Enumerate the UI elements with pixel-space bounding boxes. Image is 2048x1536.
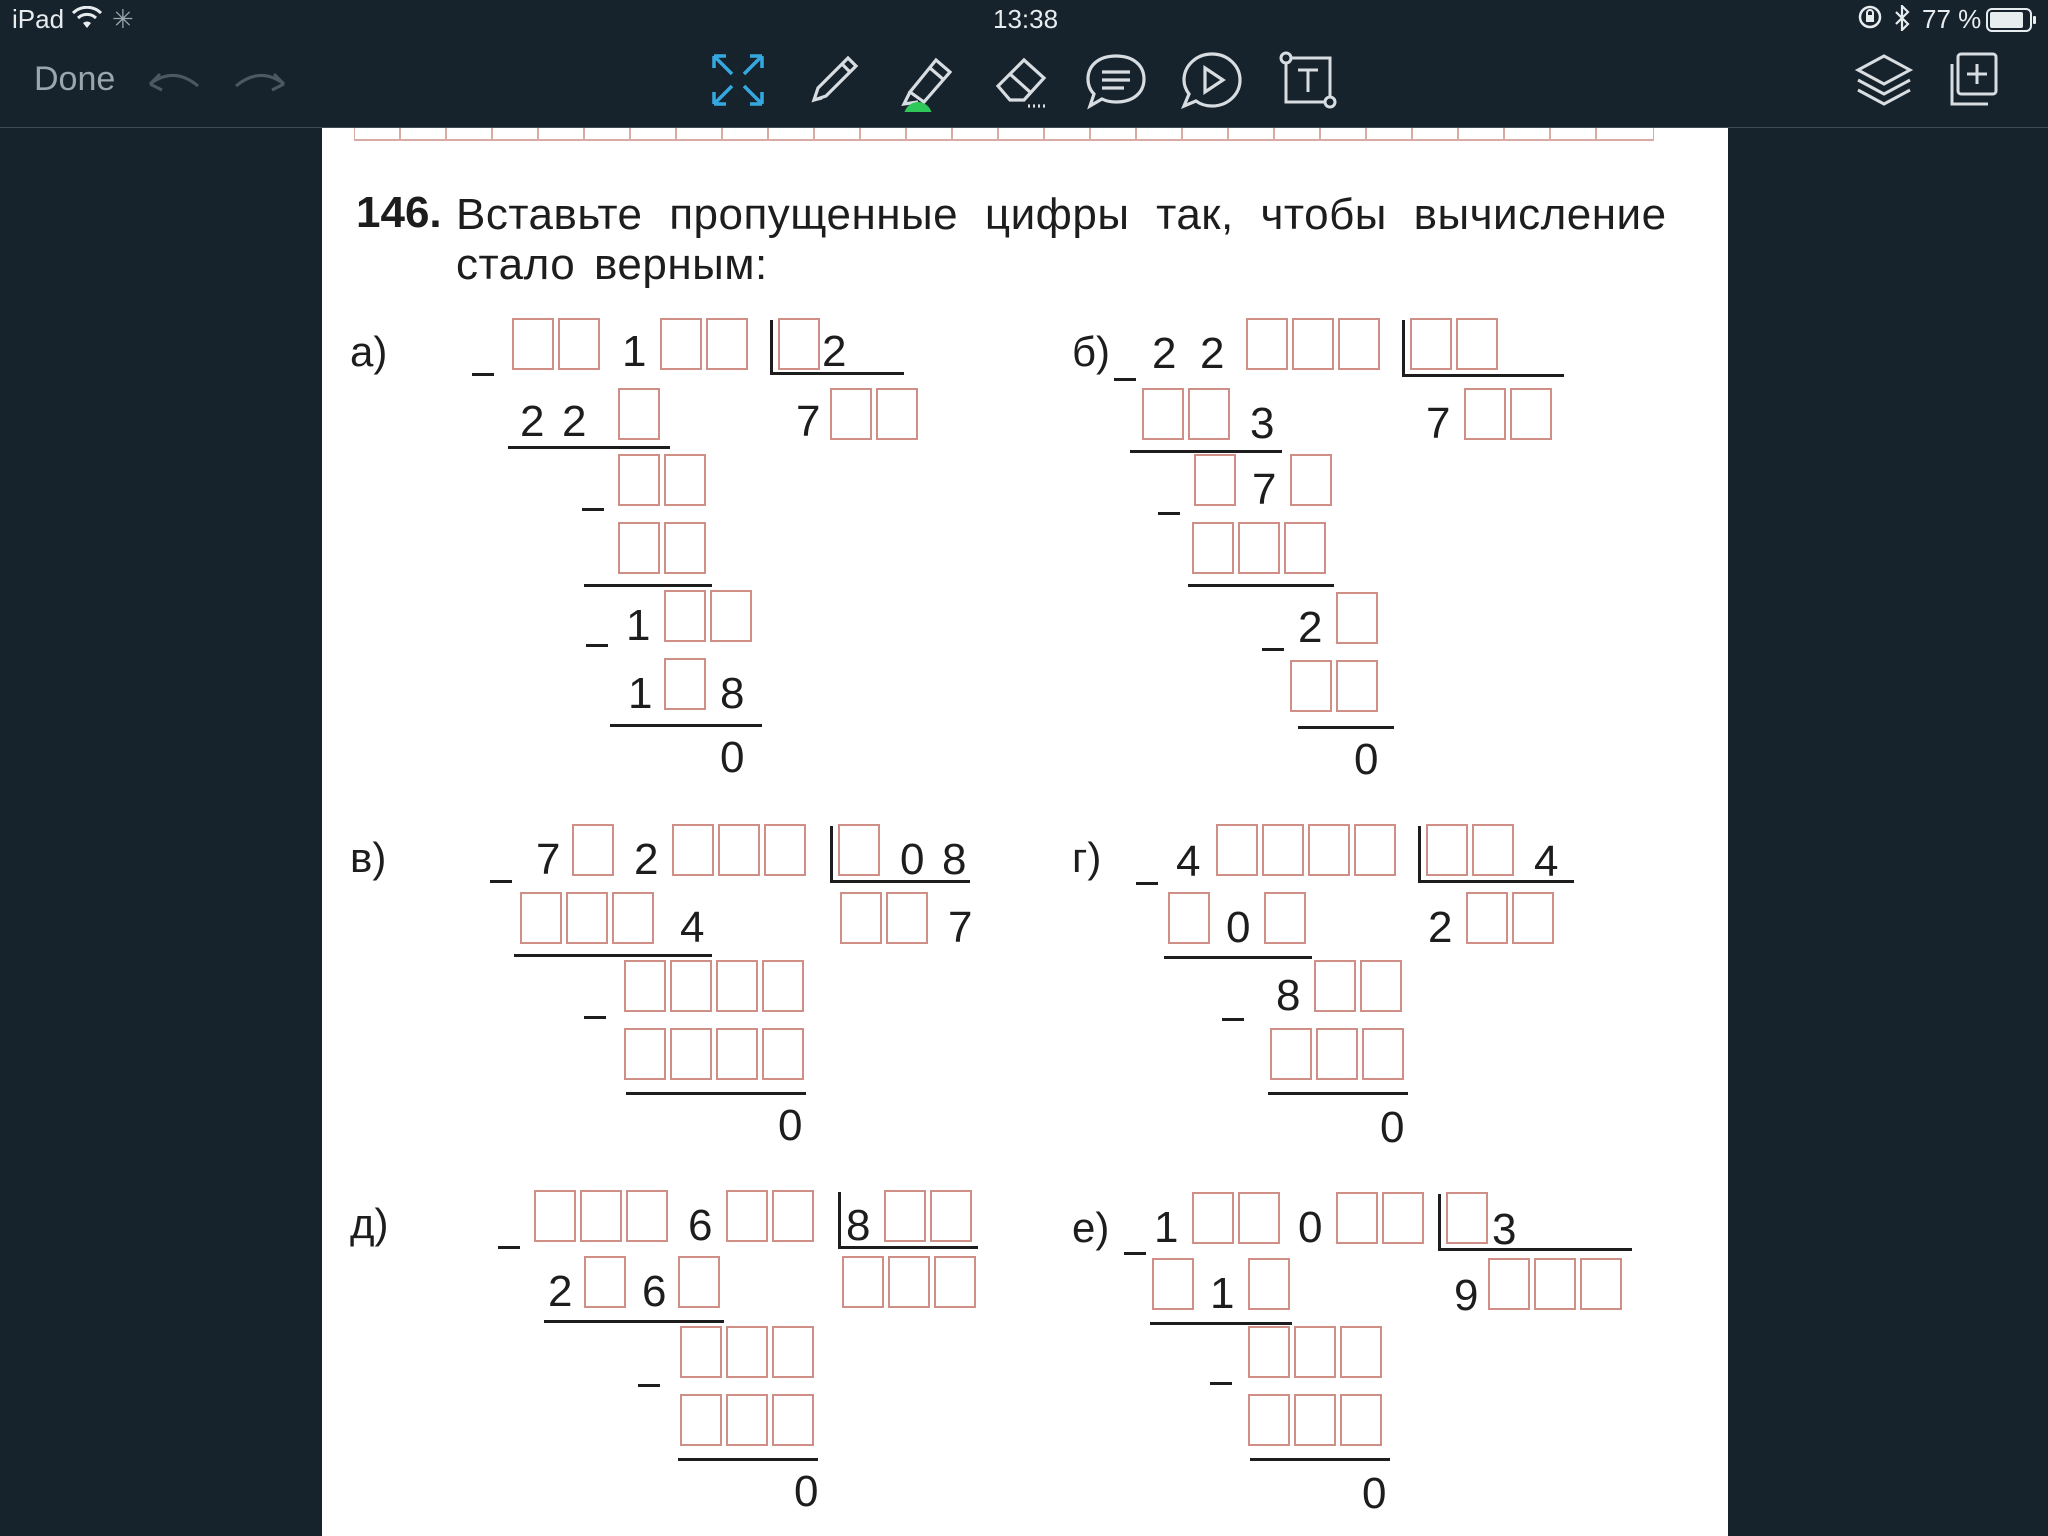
- grid-paper-strip: [354, 128, 1654, 142]
- given-digit: 4: [1534, 837, 1559, 886]
- digit-box[interactable]: [1142, 388, 1184, 440]
- given-digit: 7: [1252, 465, 1277, 514]
- digit-box[interactable]: [624, 960, 666, 1012]
- digit-box[interactable]: [1338, 318, 1380, 370]
- underline: [544, 1320, 724, 1323]
- given-digit: 4: [1176, 837, 1201, 886]
- digit-box[interactable]: [1512, 892, 1554, 944]
- digit-box[interactable]: [558, 318, 600, 370]
- digit-box[interactable]: [1382, 1192, 1424, 1244]
- bluetooth-icon: [1894, 5, 1910, 38]
- digit-box[interactable]: [534, 1190, 576, 1242]
- activity-spinner-icon: ✳: [112, 4, 134, 34]
- division-bracket: [1418, 826, 1421, 882]
- remainder: 0: [1380, 1103, 1405, 1152]
- digit-box[interactable]: [1294, 1394, 1336, 1446]
- digit-box[interactable]: [934, 1256, 976, 1308]
- minus-sign: [472, 373, 494, 376]
- digit-box[interactable]: [1246, 318, 1288, 370]
- digit-box[interactable]: [762, 960, 804, 1012]
- underline: [678, 1458, 818, 1461]
- digit-box[interactable]: [1294, 1326, 1336, 1378]
- division-bracket: [1402, 320, 1405, 376]
- digit-box[interactable]: [1270, 1028, 1312, 1080]
- minus-sign: [1210, 1382, 1232, 1385]
- digit-box[interactable]: [1336, 592, 1378, 644]
- digit-box[interactable]: [718, 824, 760, 876]
- digit-box[interactable]: [678, 1256, 720, 1308]
- minus-sign: [582, 508, 604, 511]
- problem-label-e: е): [1072, 1204, 1110, 1251]
- digit-box[interactable]: [884, 1190, 926, 1242]
- minus-sign: [1124, 1252, 1146, 1255]
- digit-box[interactable]: [888, 1256, 930, 1308]
- digit-box[interactable]: [664, 590, 706, 642]
- digit-box[interactable]: [670, 960, 712, 1012]
- given-digit: 1: [626, 601, 651, 650]
- remainder: 0: [794, 1467, 819, 1516]
- digit-box[interactable]: [726, 1326, 768, 1378]
- minus-sign: [1136, 882, 1158, 885]
- text-box-icon[interactable]: [1276, 48, 1340, 112]
- digit-box[interactable]: [1534, 1258, 1576, 1310]
- digit-box[interactable]: [1284, 522, 1326, 574]
- digit-box[interactable]: [1292, 318, 1334, 370]
- digit-box[interactable]: [1464, 388, 1506, 440]
- digit-box[interactable]: [842, 1256, 884, 1308]
- digit-box[interactable]: [706, 318, 748, 370]
- digit-box[interactable]: [1426, 824, 1468, 876]
- given-digit: 2: [562, 397, 587, 446]
- division-bracket: [770, 320, 773, 374]
- underline: [514, 954, 712, 957]
- digit-box[interactable]: [1360, 960, 1402, 1012]
- digit-box[interactable]: [1314, 960, 1356, 1012]
- division-bracket: [1438, 1194, 1441, 1250]
- digit-box[interactable]: [664, 454, 706, 506]
- digit-box[interactable]: [1248, 1258, 1290, 1310]
- digit-box[interactable]: [580, 1190, 622, 1242]
- digit-box[interactable]: [876, 388, 918, 440]
- given-digit: 1: [628, 669, 653, 718]
- fullscreen-icon[interactable]: [706, 48, 770, 112]
- given-digit: 3: [1492, 1205, 1517, 1254]
- digit-box[interactable]: [1410, 318, 1452, 370]
- given-digit: 2: [1200, 329, 1225, 378]
- given-digit: 1: [1154, 1203, 1179, 1252]
- given-digit: 1: [622, 327, 647, 376]
- digit-box[interactable]: [764, 824, 806, 876]
- digit-box[interactable]: [1466, 892, 1508, 944]
- battery-icon: [1986, 8, 2038, 39]
- given-digit: 9: [1454, 1271, 1479, 1320]
- digit-box[interactable]: [716, 960, 758, 1012]
- device-name: iPad: [12, 4, 65, 34]
- given-digit: 7: [1426, 399, 1451, 448]
- digit-box[interactable]: [778, 318, 820, 370]
- division-bracket: [1402, 374, 1564, 377]
- digit-box[interactable]: [1192, 1192, 1234, 1244]
- minus-sign: [498, 1246, 520, 1249]
- underline: [1268, 1092, 1408, 1095]
- underline: [1188, 584, 1334, 587]
- given-digit: 6: [642, 1267, 667, 1316]
- digit-box[interactable]: [830, 388, 872, 440]
- given-digit: 8: [942, 835, 967, 884]
- digit-box[interactable]: [840, 892, 882, 944]
- given-digit: 2: [520, 397, 545, 446]
- rotation-lock-icon: [1858, 5, 1882, 36]
- digit-box[interactable]: [1248, 1326, 1290, 1378]
- digit-box[interactable]: [1264, 892, 1306, 944]
- underline: [1150, 1322, 1292, 1325]
- digit-box[interactable]: [618, 454, 660, 506]
- given-digit: 8: [846, 1201, 871, 1250]
- minus-sign: [586, 644, 608, 647]
- digit-box[interactable]: [1354, 824, 1396, 876]
- digit-box[interactable]: [1362, 1028, 1404, 1080]
- digit-box[interactable]: [660, 318, 702, 370]
- redo-icon[interactable]: [232, 62, 288, 102]
- digit-box[interactable]: [1472, 824, 1514, 876]
- eraser-icon[interactable]: [990, 48, 1054, 112]
- division-bracket: [830, 826, 833, 882]
- minus-sign: [584, 1016, 606, 1019]
- digit-box[interactable]: [716, 1028, 758, 1080]
- problem-label-d: д): [350, 1200, 389, 1247]
- exercise-number: 146.: [356, 188, 442, 237]
- digit-box[interactable]: [1216, 824, 1258, 876]
- digit-box[interactable]: [886, 892, 928, 944]
- underline: [1298, 726, 1394, 729]
- digit-box[interactable]: [1488, 1258, 1530, 1310]
- battery-percent: 77 %: [1922, 4, 1982, 34]
- digit-box[interactable]: [672, 824, 714, 876]
- division-bracket: [1438, 1248, 1632, 1251]
- document-page[interactable]: [322, 128, 1728, 1536]
- given-digit: 6: [688, 1201, 713, 1250]
- digit-box[interactable]: [520, 892, 562, 944]
- digit-box[interactable]: [1580, 1258, 1622, 1310]
- minus-sign: [1262, 648, 1284, 651]
- digit-box[interactable]: [664, 522, 706, 574]
- undo-icon[interactable]: [146, 62, 202, 102]
- given-digit: 7: [796, 397, 821, 446]
- remainder: 0: [1362, 1469, 1387, 1518]
- digit-box[interactable]: [772, 1326, 814, 1378]
- underline: [610, 724, 762, 727]
- digit-box[interactable]: [1336, 1192, 1378, 1244]
- clock: 13:38: [993, 4, 1059, 34]
- digit-box[interactable]: [1192, 522, 1234, 574]
- given-digit: 7: [948, 903, 973, 952]
- given-digit: 2: [548, 1267, 573, 1316]
- done-button[interactable]: Done: [34, 60, 116, 98]
- digit-box[interactable]: [618, 522, 660, 574]
- given-digit: 2: [1152, 329, 1177, 378]
- digit-box[interactable]: [680, 1394, 722, 1446]
- digit-box[interactable]: [710, 590, 752, 642]
- given-digit: 7: [536, 835, 561, 884]
- digit-box[interactable]: [762, 1028, 804, 1080]
- underline: [1250, 1458, 1390, 1461]
- digit-box[interactable]: [584, 1256, 626, 1308]
- division-bracket: [838, 1192, 841, 1248]
- given-digit: 0: [1226, 903, 1251, 952]
- comment-icon[interactable]: [1084, 48, 1148, 112]
- problem-label-v: в): [350, 834, 387, 881]
- minus-sign: [1114, 378, 1136, 381]
- digit-box[interactable]: [772, 1190, 814, 1242]
- digit-box[interactable]: [726, 1394, 768, 1446]
- audio-play-icon[interactable]: [1180, 48, 1244, 112]
- digit-box[interactable]: [1340, 1394, 1382, 1446]
- highlighter-icon[interactable]: [896, 48, 960, 112]
- digit-box[interactable]: [1290, 660, 1332, 712]
- minus-sign: [638, 1384, 660, 1387]
- exercise-instruction-line2: стало верным:: [456, 240, 768, 289]
- given-digit: 2: [1428, 903, 1453, 952]
- given-digit: 2: [634, 835, 659, 884]
- underline: [508, 446, 670, 449]
- pen-icon[interactable]: [802, 48, 866, 112]
- digit-box[interactable]: [1238, 522, 1280, 574]
- digit-box[interactable]: [1262, 824, 1304, 876]
- problem-label-a: а): [350, 328, 388, 375]
- digit-box[interactable]: [680, 1326, 722, 1378]
- given-digit: 2: [1298, 603, 1323, 652]
- digit-box[interactable]: [566, 892, 608, 944]
- digit-box[interactable]: [1308, 824, 1350, 876]
- underline: [626, 1092, 806, 1095]
- remainder: 0: [1354, 735, 1379, 784]
- digit-box[interactable]: [664, 658, 706, 710]
- digit-box[interactable]: [1456, 318, 1498, 370]
- given-digit: 8: [720, 669, 745, 718]
- digit-box[interactable]: [930, 1190, 972, 1242]
- digit-box[interactable]: [1168, 892, 1210, 944]
- digit-box[interactable]: [626, 1190, 668, 1242]
- given-digit: 1: [1210, 1269, 1235, 1318]
- given-digit: 0: [900, 835, 925, 884]
- digit-box[interactable]: [726, 1190, 768, 1242]
- digit-box[interactable]: [1316, 1028, 1358, 1080]
- digit-box[interactable]: [572, 824, 614, 876]
- given-digit: 8: [1276, 971, 1301, 1020]
- status-bar: [0, 0, 2048, 38]
- digit-box[interactable]: [1248, 1394, 1290, 1446]
- underline: [1130, 450, 1282, 453]
- digit-box[interactable]: [618, 388, 660, 440]
- digit-box[interactable]: [1336, 660, 1378, 712]
- problem-label-g: г): [1072, 834, 1102, 881]
- remainder: 0: [720, 733, 745, 782]
- underline: [584, 584, 712, 587]
- minus-sign: [490, 880, 512, 883]
- underline: [1164, 956, 1312, 959]
- problem-label-b: б): [1072, 328, 1111, 375]
- exercise-instruction-line1: Вставьте пропущенные цифры так, чтобы вычисление: [456, 190, 1667, 239]
- given-digit: 4: [680, 903, 705, 952]
- digit-box[interactable]: [1194, 454, 1236, 506]
- annotation-toolbar: [0, 38, 2048, 128]
- digit-box[interactable]: [838, 824, 880, 876]
- digit-box[interactable]: [1510, 388, 1552, 440]
- add-page-icon[interactable]: [1940, 48, 2004, 112]
- given-digit: 3: [1250, 399, 1275, 448]
- digit-box[interactable]: [1188, 388, 1230, 440]
- digit-box[interactable]: [512, 318, 554, 370]
- digit-box[interactable]: [772, 1394, 814, 1446]
- digit-box[interactable]: [1152, 1258, 1194, 1310]
- digit-box[interactable]: [624, 1028, 666, 1080]
- given-digit: 2: [822, 327, 847, 376]
- minus-sign: [1222, 1018, 1244, 1021]
- digit-box[interactable]: [1340, 1326, 1382, 1378]
- digit-box[interactable]: [1446, 1192, 1488, 1244]
- digit-box[interactable]: [1290, 454, 1332, 506]
- digit-box[interactable]: [612, 892, 654, 944]
- layers-icon[interactable]: [1852, 48, 1916, 112]
- remainder: 0: [778, 1101, 803, 1150]
- wifi-icon: [72, 6, 102, 37]
- digit-box[interactable]: [670, 1028, 712, 1080]
- digit-box[interactable]: [1238, 1192, 1280, 1244]
- given-digit: 0: [1298, 1203, 1323, 1252]
- minus-sign: [1158, 512, 1180, 515]
